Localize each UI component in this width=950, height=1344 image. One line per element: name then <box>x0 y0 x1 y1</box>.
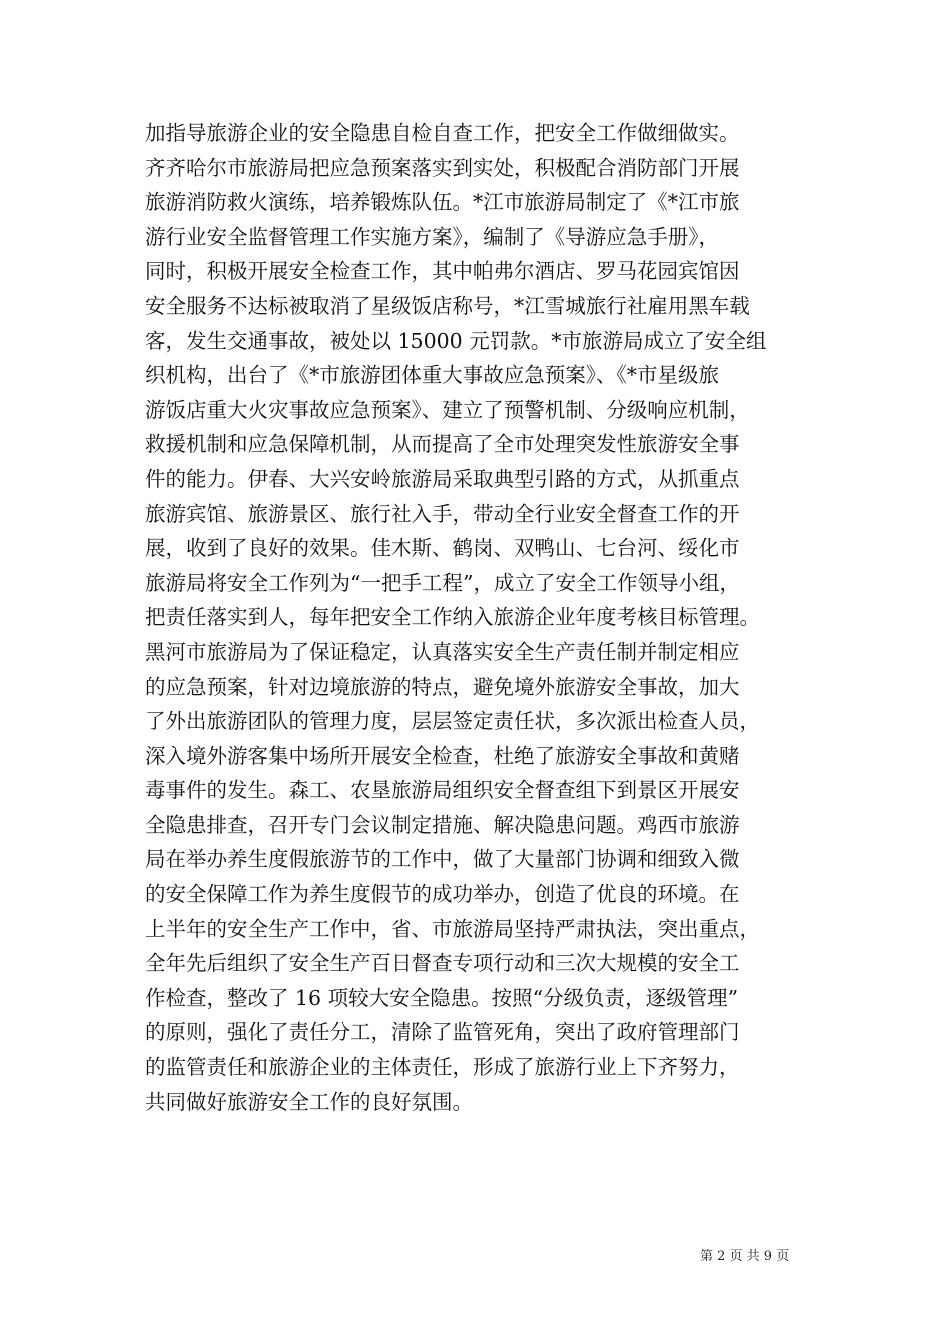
body-text <box>145 116 825 1119</box>
text-line: 把责任落实到人，每年把安全工作纳入旅游企业年度考核目标管理。 <box>145 605 760 630</box>
text-line: 的原则，强化了责任分工，清除了监管死角，突出了政府管理部门 <box>145 1020 740 1045</box>
text-line: 件的能力。伊春、大兴安岭旅游局采取典型引路的方式，从抓重点 <box>145 466 740 491</box>
text-line: 安全服务不达标被取消了星级饭店称号，*江雪城旅行社雇用黑车载 <box>145 293 750 318</box>
text-line: 全隐患排查，召开专门会议制定措施、解决隐患问题。鸡西市旅游 <box>145 812 740 837</box>
text-line: 黑河市旅游局为了保证稳定，认真落实安全生产责任制并制定相应 <box>145 639 740 664</box>
text-line: 展，收到了良好的效果。佳木斯、鹤岗、双鸭山、七台河、绥化市 <box>145 536 740 561</box>
text-line: 游饭店重大火灾事故应急预案》、建立了预警机制、分级响应机制， <box>145 397 750 422</box>
text-line: 游行业安全监督管理工作实施方案》，编制了《导游应急手册》， <box>145 224 719 249</box>
text-line: 旅游消防救火演练，培养锻炼队伍。*江市旅游局制定了《*江市旅 <box>145 190 740 215</box>
text-line: 救援机制和应急保障机制，从而提高了全市处理突发性旅游安全事 <box>145 432 740 457</box>
text-line: 旅游局将安全工作列为“一把手工程”，成立了安全工作领导小组， <box>145 570 740 595</box>
text-line: 的安全保障工作为养生度假节的成功举办，创造了优良的环境。在 <box>145 882 740 907</box>
text-line: 共同做好旅游安全工作的良好氛围。 <box>145 1089 473 1114</box>
text-line: 齐齐哈尔市旅游局把应急预案落实到实处，积极配合消防部门开展 <box>145 155 740 180</box>
text-line: 全年先后组织了安全生产百日督查专项行动和三次大规模的安全工 <box>145 951 740 976</box>
text-line: 同时，积极开展安全检查工作，其中帕弗尔酒店、罗马花园宾馆因 <box>145 259 740 284</box>
text-line: 旅游宾馆、旅游景区、旅行社入手，带动全行业安全督查工作的开 <box>145 501 740 526</box>
page-number-footer: 第 2 页 共 9 页 <box>700 1249 790 1264</box>
text-line: 加指导旅游企业的安全隐患自检自查工作，把安全工作做细做实。 <box>145 121 740 145</box>
text-line: 织机构，出台了《*市旅游团体重大事故应急预案》、《*市星级旅 <box>145 363 719 388</box>
text-line: 上半年的安全生产工作中，省、市旅游局坚持严肃执法，突出重点， <box>145 916 760 941</box>
text-line: 的应急预案，针对边境旅游的特点，避免境外旅游安全事故，加大 <box>145 674 740 699</box>
text-line: 深入境外游客集中场所开展安全检查，杜绝了旅游安全事故和黄赌 <box>145 743 740 768</box>
text-line: 的监管责任和旅游企业的主体责任，形成了旅游行业上下齐努力， <box>145 1055 740 1080</box>
text-line: 作检查，整改了 16 项较大安全隐患。按照“分级负责，逐级管理” <box>145 985 739 1010</box>
text-line: 客，发生交通事故，被处以 15000 元罚款。*市旅游局成立了安全组 <box>145 328 767 353</box>
text-line: 毒事件的发生。森工、农垦旅游局组织安全督查组下到景区开展安 <box>145 778 740 803</box>
text-line: 了外出旅游团队的管理力度，层层签定责任状，多次派出检查人员， <box>145 709 760 734</box>
text-line: 局在举办养生度假旅游节的工作中，做了大量部门协调和细致入微 <box>145 847 740 872</box>
